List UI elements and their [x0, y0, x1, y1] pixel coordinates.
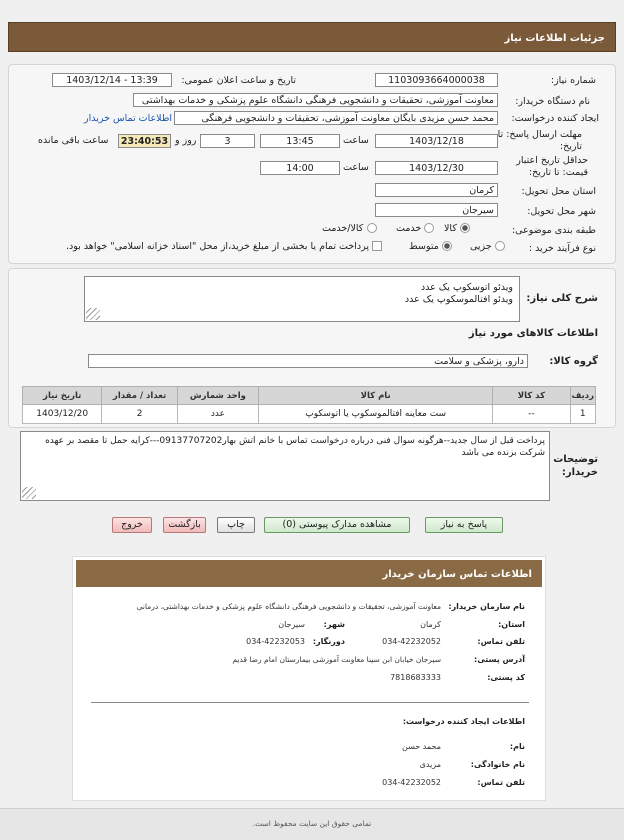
buyer-contact-card [72, 556, 546, 801]
cell-date: 1403/12/20 [23, 405, 102, 424]
city-label: شهر محل تحویل: [527, 206, 596, 217]
col-row: ردیف [570, 387, 595, 405]
radio-icon[interactable] [424, 223, 434, 233]
category-option-goods[interactable]: کالا [444, 223, 470, 234]
postal-label: کد پستی: [487, 673, 525, 682]
address-value: سیرجان خیابان ابن سینا معاونت آموزشی بیمارستان امام رضا قدیم [232, 655, 441, 664]
deadline-time-label: ساعت [343, 135, 369, 146]
address-label: آدرس پستی: [474, 655, 525, 664]
table-row[interactable] [23, 405, 596, 424]
cell-qty: 2 [102, 405, 177, 424]
creator-label: ایجاد کننده درخواست: [511, 113, 599, 124]
radio-icon[interactable] [495, 241, 505, 251]
remaining-time-field: 23:40:53 [118, 134, 171, 148]
cell-name: ست معاینه افتالموسکوپ یا اتوسکوپ [259, 405, 493, 424]
buyer-org-field[interactable]: معاونت آموزشی، تحقیقات و دانشجویی فرهنگی دانشگاه علوم پزشکی و خدمات بهداشتی [133, 93, 498, 107]
buyer-notes-text: پرداخت قبل از سال جدید--هرگونه سوال فنی درباره درخواست تماس با خانم اتش بهار09137707202---کرایه حمل تا مقصد بر عهده شرکت برنده می باشد [45, 436, 545, 458]
goods-group-field[interactable]: دارو، پزشکی و سلامت [88, 354, 528, 368]
need-number-field[interactable]: 1103093664000038 [375, 73, 498, 87]
summary-textarea[interactable] [84, 276, 520, 322]
city-label: شهر: [323, 620, 345, 629]
summary-line-1: ویدئو اتوسکوپ یک عدد [420, 282, 513, 293]
province-field[interactable]: کرمان [375, 183, 498, 197]
cell-row: 1 [570, 405, 595, 424]
province-label: استان: [498, 620, 525, 629]
announce-field[interactable]: 1403/12/14 - 13:39 [52, 73, 172, 87]
summary-line-2: ویدئو افتالموسکوپ یک عدد [404, 294, 513, 305]
cell-code: -- [493, 405, 570, 424]
col-name: نام کالا [259, 387, 493, 405]
col-code: کد کالا [493, 387, 570, 405]
goods-group-label: گروه کالا: [549, 356, 598, 367]
buyer-org-label: نام دستگاه خریدار: [515, 96, 590, 107]
days-label: روز و [175, 135, 197, 146]
announce-label: تاریخ و ساعت اعلان عمومی: [181, 75, 296, 86]
org-value: معاونت آموزشی، تحقیقات و دانشجویی فرهنگی دانشگاه علوم پزشکی و خدمات بهداشتی، درمانی [136, 602, 441, 611]
process-label: نوع فرآیند خرید : [528, 243, 596, 254]
contact-card-header: اطلاعات تماس سازمان خریدار [76, 560, 542, 587]
process-option-medium[interactable]: متوسط [409, 241, 452, 252]
treasury-payment-checkbox[interactable]: پرداخت تمام یا بخشی از مبلغ خرید،از محل "اسناد خزانه اسلامی" خواهد بود. [66, 241, 382, 252]
creator-phone-value: 034-42232052 [382, 778, 441, 787]
need-number-label: شماره نیاز: [550, 75, 596, 86]
radio-icon[interactable] [460, 223, 470, 233]
validity-label: حداقل تاریخ اعتبار قیمت: تا تاریخ: [516, 155, 588, 178]
creator-name-label: نام: [509, 742, 525, 751]
creator-family-label: نام خانوادگی: [470, 760, 525, 769]
cell-unit: عدد [177, 405, 258, 424]
resize-grip-icon[interactable] [86, 308, 100, 320]
creator-section-title: اطلاعات ایجاد کننده درخواست: [402, 717, 525, 726]
page-footer: تمامی حقوق این سایت محفوظ است. [0, 808, 624, 840]
phone-label: تلفن تماس: [477, 637, 525, 646]
print-button[interactable]: چاپ [217, 517, 255, 533]
col-unit: واحد شمارش [177, 387, 258, 405]
goods-table [22, 386, 596, 424]
goods-table-header [23, 387, 596, 405]
fax-label: دورنگار: [312, 637, 345, 646]
col-qty: تعداد / مقدار [102, 387, 177, 405]
attachments-button[interactable]: مشاهده مدارک پیوستی (0) [264, 517, 410, 533]
category-option-both[interactable]: کالا/خدمت [322, 223, 377, 234]
exit-button[interactable]: خروج [112, 517, 152, 533]
radio-icon[interactable] [367, 223, 377, 233]
city-field[interactable]: سیرجان [375, 203, 498, 217]
category-label: طبقه بندی موضوعی: [511, 225, 596, 236]
days-field[interactable]: 3 [200, 134, 255, 148]
creator-name-value: محمد حسن [402, 742, 441, 751]
deadline-label: مهلت ارسال پاسخ: تا تاریخ: [497, 129, 582, 152]
summary-label: شرح کلی نیاز: [526, 293, 598, 304]
remaining-label: ساعت باقی مانده [38, 135, 109, 146]
card-divider [91, 702, 529, 703]
province-value: کرمان [420, 620, 441, 629]
validity-time-field[interactable]: 14:00 [260, 161, 340, 175]
goods-section-title: اطلاعات کالاهای مورد نیاز [468, 328, 598, 339]
province-label: استان محل تحویل: [521, 186, 596, 197]
phone-value: 034-42232052 [382, 637, 441, 646]
creator-phone-label: تلفن تماس: [477, 778, 525, 787]
deadline-date-field[interactable]: 1403/12/18 [375, 134, 498, 148]
deadline-time-field[interactable]: 13:45 [260, 134, 340, 148]
buyer-notes-label: توضیحات خریدار: [553, 454, 598, 478]
resize-grip-icon[interactable] [22, 487, 36, 499]
org-label: نام سازمان خریدار: [448, 602, 525, 611]
creator-family-value: مزیدی [419, 760, 441, 769]
creator-field[interactable]: محمد حسن مزیدی بایگان معاونت آموزشی، تحقیقات و دانشجویی فرهنگی [174, 111, 498, 125]
validity-date-field[interactable]: 1403/12/30 [375, 161, 498, 175]
validity-time-label: ساعت [343, 162, 369, 173]
buyer-notes-textarea[interactable] [20, 431, 550, 501]
col-date: تاریخ نیاز [23, 387, 102, 405]
page-header: جزئیات اطلاعات نیاز [8, 22, 616, 52]
reply-button[interactable]: پاسخ به نیاز [425, 517, 503, 533]
checkbox-icon[interactable] [372, 241, 382, 251]
category-option-service[interactable]: خدمت [396, 223, 434, 234]
postal-value: 7818683333 [390, 673, 441, 682]
radio-icon[interactable] [442, 241, 452, 251]
buyer-contact-link[interactable]: اطلاعات تماس خریدار [84, 113, 173, 124]
fax-value: 034-42232053 [246, 637, 305, 646]
city-value: سیرجان [278, 620, 305, 629]
back-button[interactable]: بازگشت [163, 517, 206, 533]
process-option-minor[interactable]: جزیی [470, 241, 505, 252]
